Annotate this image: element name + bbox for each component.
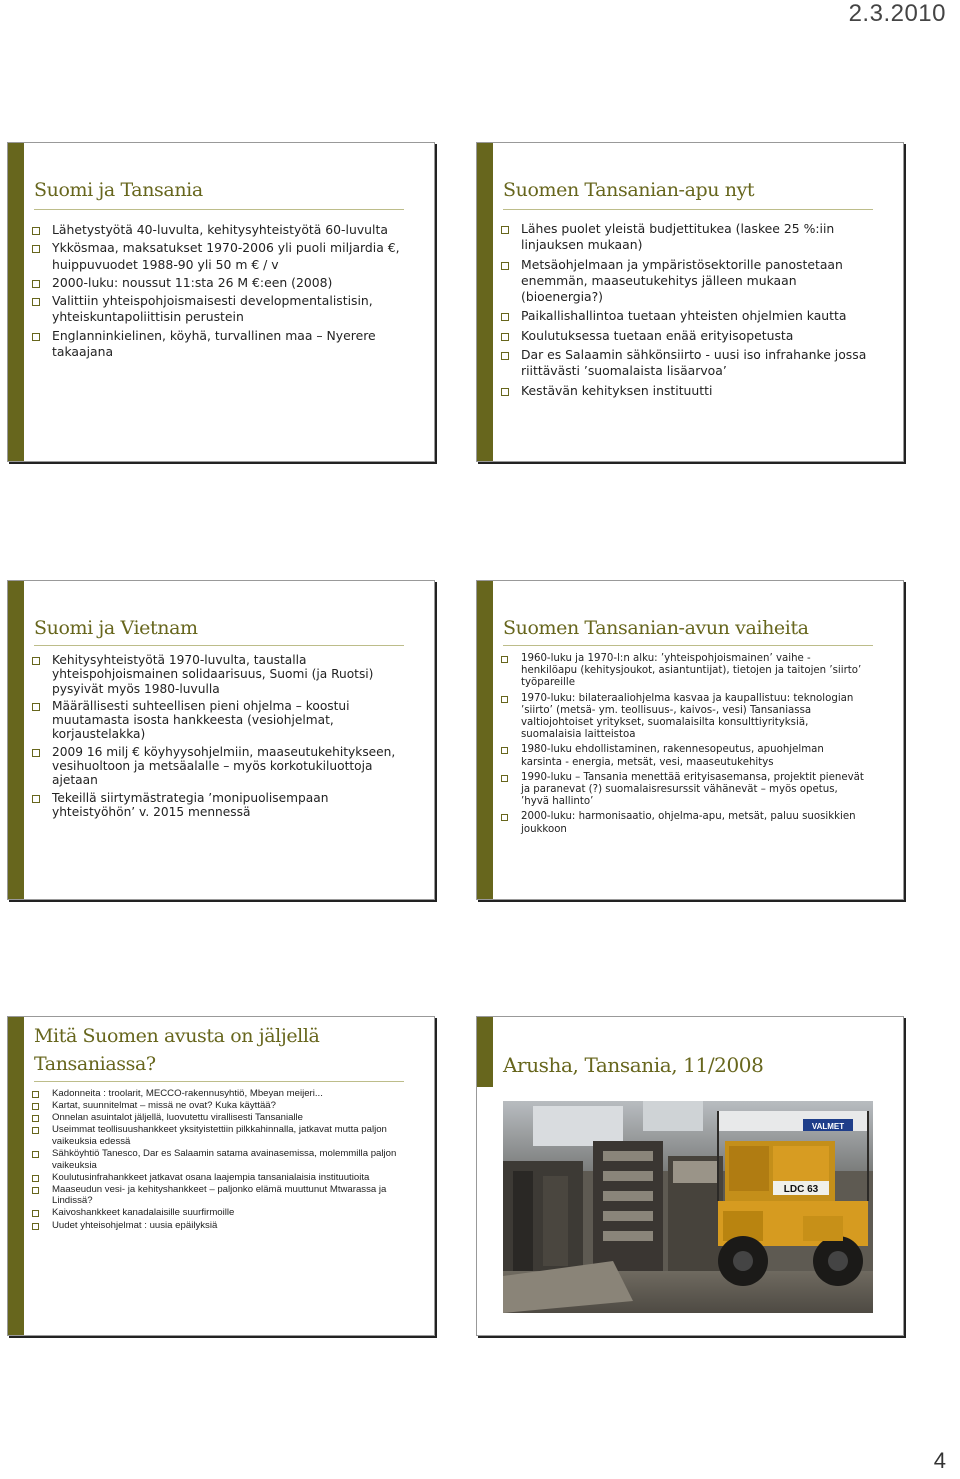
page-date: 2.3.2010 [848, 0, 946, 27]
list-item: Ykkösmaa, maksatukset 1970-2006 yli puoli miljardia €, huippuvuodet 1988-90 yli 50 m € / v [32, 240, 404, 273]
slide-tansanian-avun-vaiheita [476, 580, 904, 900]
list-item: 1990-luku – Tansania menettää erityisasemansa, projektit pienevät ja paranevat (?) suomalaisresurssit vähänevät – myös opetus, ’hyvä hallinto’ [501, 772, 867, 809]
square-bullet-icon [32, 1210, 39, 1217]
list-item: Koulutusinfrahankkeet jatkavat osana laajempia tansanialaisia instituutioita [32, 1172, 412, 1184]
list-item: 2009 16 milj € köyhyysohjelmiin, maaseutukehitykseen, vesihuoltoon ja metsäalalle – myös korkotukiluottoja ajetaan [32, 745, 404, 788]
list-item: Kadonneita : troolarit, MECCO-rakennusyhtiö, Mbeyan meijeri... [32, 1088, 412, 1100]
square-bullet-icon [32, 333, 40, 341]
list-item: Koulutuksessa tuetaan enää erityisopetusta [501, 328, 873, 344]
list-item: Useimmat teollisuushankkeet yksityistettiin pilkkahinnalla, jatkavat mutta paljon vaikeuksia edessä [32, 1124, 412, 1147]
list-item: Englanninkielinen, köyhä, turvallinen maa – Nyerere takaajana [32, 328, 404, 361]
list-item: 1970-luku: bilateraaliohjelma kasvaa ja kaupallistuu: teknologian ’siirto’ (metsä- ym. teollisuus-, kaivos-, vesi) Tansaniassa valtiojohtoiset yritykset, suomalaisilta konsulttiyrityksiä, suomalaisia laitteistoa [501, 693, 867, 742]
page-number: 4 [933, 1448, 946, 1473]
square-bullet-icon [32, 280, 40, 288]
square-bullet-icon [32, 1115, 39, 1122]
square-bullet-icon [32, 1187, 39, 1194]
slide-title: Suomi ja Vietnam [34, 617, 198, 639]
factory-photo-illustration [503, 1101, 873, 1313]
square-bullet-icon [501, 656, 508, 663]
slide-accent-bar [477, 143, 493, 461]
list-item: Lähetystyötä 40-luvulta, kehitysyhteistyötä 60-luvulta [32, 222, 404, 238]
square-bullet-icon [32, 1103, 39, 1110]
slide-suomi-ja-vietnam [7, 580, 435, 900]
bullet-list [32, 1088, 412, 1232]
list-item: Uudet yhteisohjelmat : uusia epäilyksiä [32, 1220, 412, 1232]
list-item: Kartat, suunnitelmat – missä ne ovat? Kuka käyttää? [32, 1100, 412, 1112]
square-bullet-icon [32, 1127, 39, 1134]
square-bullet-icon [501, 388, 509, 396]
slide-accent-bar [8, 1017, 24, 1335]
valmet-sign-text: VALMET [811, 1122, 845, 1131]
bullet-list [501, 653, 867, 839]
list-item: Dar es Salaamin sähkönsiirto - uusi iso infrahanke jossa riittävästi ’suomalaista lisäarvoa’ [501, 347, 873, 380]
list-item: 1980-luku ehdollistaminen, rakennesopeutus, apuohjelman karsinta - energia, metsät, vesi, maaseutukehitys [501, 744, 867, 768]
square-bullet-icon [501, 262, 509, 270]
slide-accent-bar [8, 143, 24, 461]
square-bullet-icon [32, 1091, 39, 1098]
square-bullet-icon [32, 1175, 39, 1182]
square-bullet-icon [32, 749, 40, 757]
square-bullet-icon [32, 795, 40, 803]
license-plate-text: LDC 63 [783, 1184, 819, 1195]
list-item: Kehitysyhteistyötä 1970-luvulta, taustalla yhteispohjoismainen solidaarisuus, Suomi (ja Ruotsi) pysyivät myös 1980-luvulla [32, 653, 404, 696]
list-item: 2000-luku: harmonisaatio, ohjelma-apu, metsät, paluu suosikkien joukkoon [501, 811, 867, 835]
square-bullet-icon [501, 352, 509, 360]
list-item: Sähköyhtiö Tanesco, Dar es Salaamin satama avainasemissa, molemmilla paljon vaikeuksia [32, 1148, 412, 1171]
list-item: Maaseudun vesi- ja kehityshankkeet – paljonko elämä muuttunut Mtwarassa ja Lindissä? [32, 1184, 412, 1207]
list-item: Onnelan asuintalot jäljellä, luovutettu virallisesti Tansanialle [32, 1112, 412, 1124]
slide-suomi-ja-tansania [7, 142, 435, 462]
bullet-list [501, 221, 873, 402]
slide-mita-jaljella [7, 1016, 435, 1336]
square-bullet-icon [32, 657, 40, 665]
slide-title: Suomen Tansanian-apu nyt [503, 179, 755, 201]
slide-accent-bar [8, 581, 24, 899]
list-item: Kaivoshankkeet kanadalaisille suurfirmoille [32, 1207, 412, 1219]
bullet-list [32, 653, 404, 822]
list-item: Kestävän kehityksen instituutti [501, 383, 873, 399]
square-bullet-icon [32, 245, 40, 253]
list-item: Paikallishallintoa tuetaan yhteisten ohjelmien kautta [501, 308, 873, 324]
square-bullet-icon [32, 227, 40, 235]
square-bullet-icon [32, 298, 40, 306]
slide-arusha-photo [476, 1016, 904, 1336]
list-item: Määrällisesti suhteellisen pieni ohjelma – koostui muutamasta isosta hankkeesta (vesiohjelmat, korjaustelakka) [32, 699, 404, 742]
square-bullet-icon [501, 313, 509, 321]
factory-photo [503, 1101, 873, 1313]
title-divider [34, 1081, 404, 1082]
list-item: Metsäohjelmaan ja ympäristösektorille panostetaan enemmän, maaseutukehitys jälleen mukaan (bioenergia?) [501, 257, 873, 306]
list-item: Valittiin yhteispohjoismaisesti developmentalistisin, yhteiskuntapoliittisin perustein [32, 293, 404, 326]
list-item: 2000-luku: noussut 11:sta 26 M €:een (2008) [32, 275, 404, 291]
square-bullet-icon [501, 814, 508, 821]
title-divider [503, 645, 873, 646]
square-bullet-icon [32, 703, 40, 711]
square-bullet-icon [32, 1151, 39, 1158]
square-bullet-icon [501, 333, 509, 341]
slide-accent-bar [477, 1017, 493, 1087]
title-divider [34, 645, 404, 646]
slide-title: Arusha, Tansania, 11/2008 [503, 1053, 764, 1077]
slide-title: Suomen Tansanian-avun vaiheita [503, 617, 809, 639]
square-bullet-icon [32, 1223, 39, 1230]
list-item: 1960-luku ja 1970-l:n alku: ’yhteispohjoismainen’ vaihe - henkilöapu (kehitysjoukot, asiantuntijat), tietojen ja taitojen ’siirto’ työpareille [501, 653, 867, 690]
title-divider [34, 209, 404, 210]
list-item: Lähes puolet yleistä budjettitukea (laskee 25 %:iin linjauksen mukaan) [501, 221, 873, 254]
square-bullet-icon [501, 226, 509, 234]
slide-suomen-tansanian-apu-nyt [476, 142, 904, 462]
slide-title: Suomi ja Tansania [34, 179, 203, 201]
square-bullet-icon [501, 696, 508, 703]
square-bullet-icon [501, 747, 508, 754]
square-bullet-icon [501, 775, 508, 782]
slide-title: Mitä Suomen avusta on jäljellä Tansaniassa? [34, 1025, 320, 1075]
title-divider [503, 209, 873, 210]
slide-accent-bar [477, 581, 493, 899]
bullet-list [32, 222, 404, 362]
list-item: Tekeillä siirtymästrategia ’monipuolisempaan yhteistyöhön’ v. 2015 mennessä [32, 791, 404, 820]
